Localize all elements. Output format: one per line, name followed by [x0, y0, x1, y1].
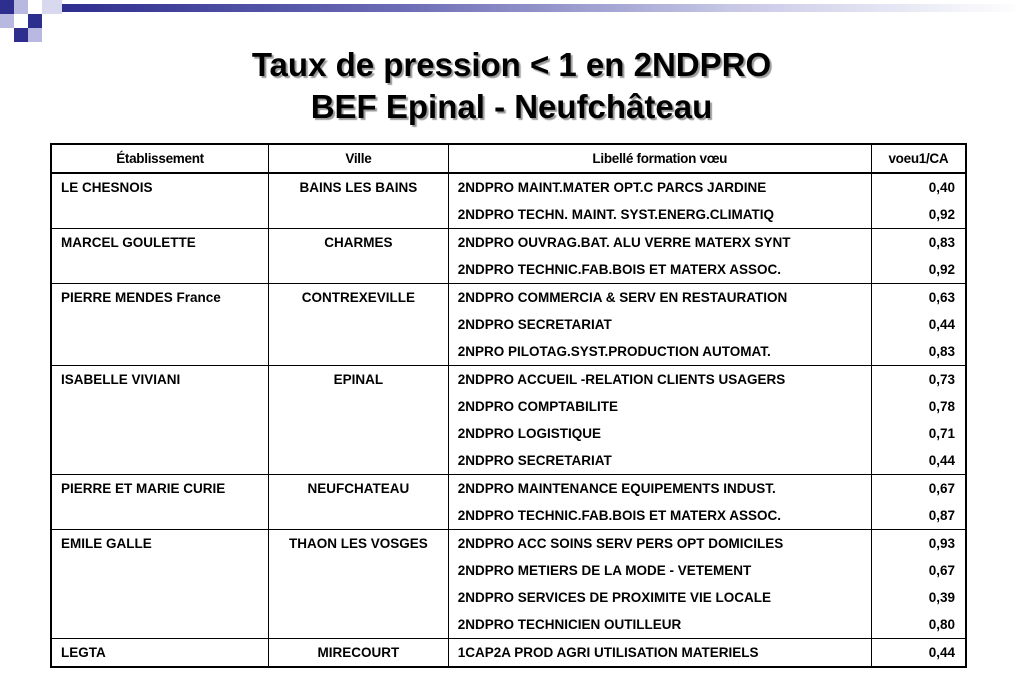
cell-voeu: 0,80	[928, 617, 955, 632]
cell-ville	[269, 611, 449, 639]
cell-voeu: 0,93	[871, 530, 966, 558]
cell-ville	[269, 338, 449, 366]
table-row	[51, 311, 966, 338]
cell-ville: CHARMES	[269, 229, 449, 257]
header-libelle: Libellé formation vœu	[448, 144, 871, 173]
cell-voeu: 0,73	[871, 366, 966, 394]
header-etablissement: Établissement	[51, 144, 269, 173]
header-voeu: voeu1/CA	[871, 144, 966, 173]
cell-etablissement	[51, 420, 269, 447]
cell-libelle: 2NDPRO ACCUEIL -RELATION CLIENTS USAGERS	[448, 366, 871, 394]
cell-libelle: 2NDPRO ACC SOINS SERV PERS OPT DOMICILES	[448, 530, 871, 558]
table-row	[51, 229, 966, 257]
cell-voeu: 0,63	[871, 284, 966, 312]
cell-etablissement	[51, 393, 269, 420]
table-row	[51, 502, 966, 530]
cell-etablissement: LE CHESNOIS	[51, 173, 269, 201]
cell-etablissement	[51, 338, 269, 366]
cell-voeu: 0,83	[928, 344, 955, 359]
decor-square	[14, 14, 28, 28]
cell-libelle: 2NDPRO TECHN. MAINT. SYST.ENERG.CLIMATIQ	[448, 201, 871, 229]
cell-etablissement	[51, 311, 269, 338]
cell-ville: BAINS LES BAINS	[269, 173, 449, 201]
decor-square	[28, 28, 42, 42]
cell-voeu: 0,40	[871, 173, 966, 201]
cell-ville: NEUFCHATEAU	[269, 475, 449, 503]
table-row	[51, 557, 966, 584]
table-row	[51, 173, 966, 201]
cell-libelle: 2NDPRO SECRETARIAT	[448, 447, 871, 475]
cell-libelle: 2NDPRO METIERS DE LA MODE - VETEMENT	[448, 557, 871, 584]
cell-voeu: 0,92	[928, 262, 955, 277]
cell-ville	[269, 557, 449, 584]
table-row	[51, 366, 966, 394]
cell-libelle: 2NDPRO TECHNIC.FAB.BOIS ET MATERX ASSOC.	[448, 256, 871, 284]
title-line-2: BEF Epinal - Neufchâteau	[310, 88, 713, 125]
table-header	[51, 144, 966, 173]
table-row	[51, 393, 966, 420]
cell-voeu: 0,67	[871, 475, 966, 503]
cell-etablissement: MARCEL GOULETTE	[51, 229, 269, 257]
cell-voeu: 0,39	[928, 590, 955, 605]
cell-libelle: 2NDPRO MAINTENANCE EQUIPEMENTS INDUST.	[448, 475, 871, 503]
cell-etablissement: ISABELLE VIVIANI	[51, 366, 269, 394]
table-row	[51, 256, 966, 284]
cell-voeu: 0,83	[871, 229, 966, 257]
decor-square	[0, 14, 14, 28]
cell-etablissement: PIERRE MENDES France	[51, 284, 269, 312]
table-row	[51, 284, 966, 312]
cell-libelle: 2NPRO PILOTAG.SYST.PRODUCTION AUTOMAT.	[448, 338, 871, 366]
header-gradient-bar	[62, 4, 1023, 12]
cell-etablissement	[51, 584, 269, 611]
header-row	[51, 144, 966, 173]
cell-voeu: 0,92	[928, 207, 955, 222]
cell-voeu: 0,44	[871, 639, 966, 668]
decor-square	[0, 28, 14, 42]
header-ville: Ville	[269, 144, 449, 173]
table-row	[51, 447, 966, 475]
cell-ville	[269, 502, 449, 530]
cell-etablissement	[51, 557, 269, 584]
cell-voeu: 0,71	[928, 426, 955, 441]
cell-ville: MIRECOURT	[269, 639, 449, 668]
cell-libelle: 1CAP2A PROD AGRI UTILISATION MATERIELS	[448, 639, 871, 668]
cell-etablissement	[51, 201, 269, 229]
table-row	[51, 530, 966, 558]
cell-ville	[269, 584, 449, 611]
slide-title	[0, 44, 1023, 128]
cell-ville	[269, 420, 449, 447]
cell-voeu: 0,87	[928, 508, 955, 523]
cell-ville: CONTREXEVILLE	[269, 284, 449, 312]
cell-ville	[269, 311, 449, 338]
decor-square	[42, 0, 62, 14]
cell-etablissement	[51, 502, 269, 530]
decor-square	[14, 28, 28, 42]
cell-etablissement: LEGTA	[51, 639, 269, 668]
cell-voeu: 0,78	[928, 399, 955, 414]
table-row	[51, 201, 966, 229]
table-row	[51, 584, 966, 611]
cell-etablissement: PIERRE ET MARIE CURIE	[51, 475, 269, 503]
cell-voeu: 0,44	[928, 317, 955, 332]
cell-libelle: 2NDPRO TECHNICIEN OUTILLEUR	[448, 611, 871, 639]
table-row	[51, 338, 966, 366]
cell-libelle: 2NDPRO OUVRAG.BAT. ALU VERRE MATERX SYNT	[448, 229, 871, 257]
cell-libelle: 2NDPRO LOGISTIQUE	[448, 420, 871, 447]
cell-ville	[269, 447, 449, 475]
table-row	[51, 475, 966, 503]
cell-etablissement	[51, 611, 269, 639]
cell-libelle: 2NDPRO SERVICES DE PROXIMITE VIE LOCALE	[448, 584, 871, 611]
cell-libelle: 2NDPRO SECRETARIAT	[448, 311, 871, 338]
pressure-rate-table	[50, 143, 967, 668]
table-row	[51, 639, 966, 668]
cell-ville: THAON LES VOSGES	[269, 530, 449, 558]
cell-etablissement	[51, 447, 269, 475]
cell-etablissement	[51, 256, 269, 284]
cell-ville: EPINAL	[269, 366, 449, 394]
cell-voeu: 0,67	[928, 563, 955, 578]
cell-libelle: 2NDPRO COMPTABILITE	[448, 393, 871, 420]
cell-ville	[269, 393, 449, 420]
decor-square	[0, 0, 14, 14]
cell-ville	[269, 201, 449, 229]
table-row	[51, 611, 966, 639]
cell-libelle: 2NDPRO MAINT.MATER OPT.C PARCS JARDINE	[448, 173, 871, 201]
decor-square	[28, 0, 42, 14]
title-line-1: Taux de pression < 1 en 2NDPRO	[251, 46, 772, 83]
decor-square	[14, 0, 28, 14]
cell-libelle: 2NDPRO COMMERCIA & SERV EN RESTAURATION	[448, 284, 871, 312]
table-row	[51, 420, 966, 447]
decor-square	[28, 14, 42, 28]
cell-ville	[269, 256, 449, 284]
cell-libelle: 2NDPRO TECHNIC.FAB.BOIS ET MATERX ASSOC.	[448, 502, 871, 530]
cell-voeu: 0,44	[928, 453, 955, 468]
table-body	[51, 173, 966, 667]
cell-etablissement: EMILE GALLE	[51, 530, 269, 558]
